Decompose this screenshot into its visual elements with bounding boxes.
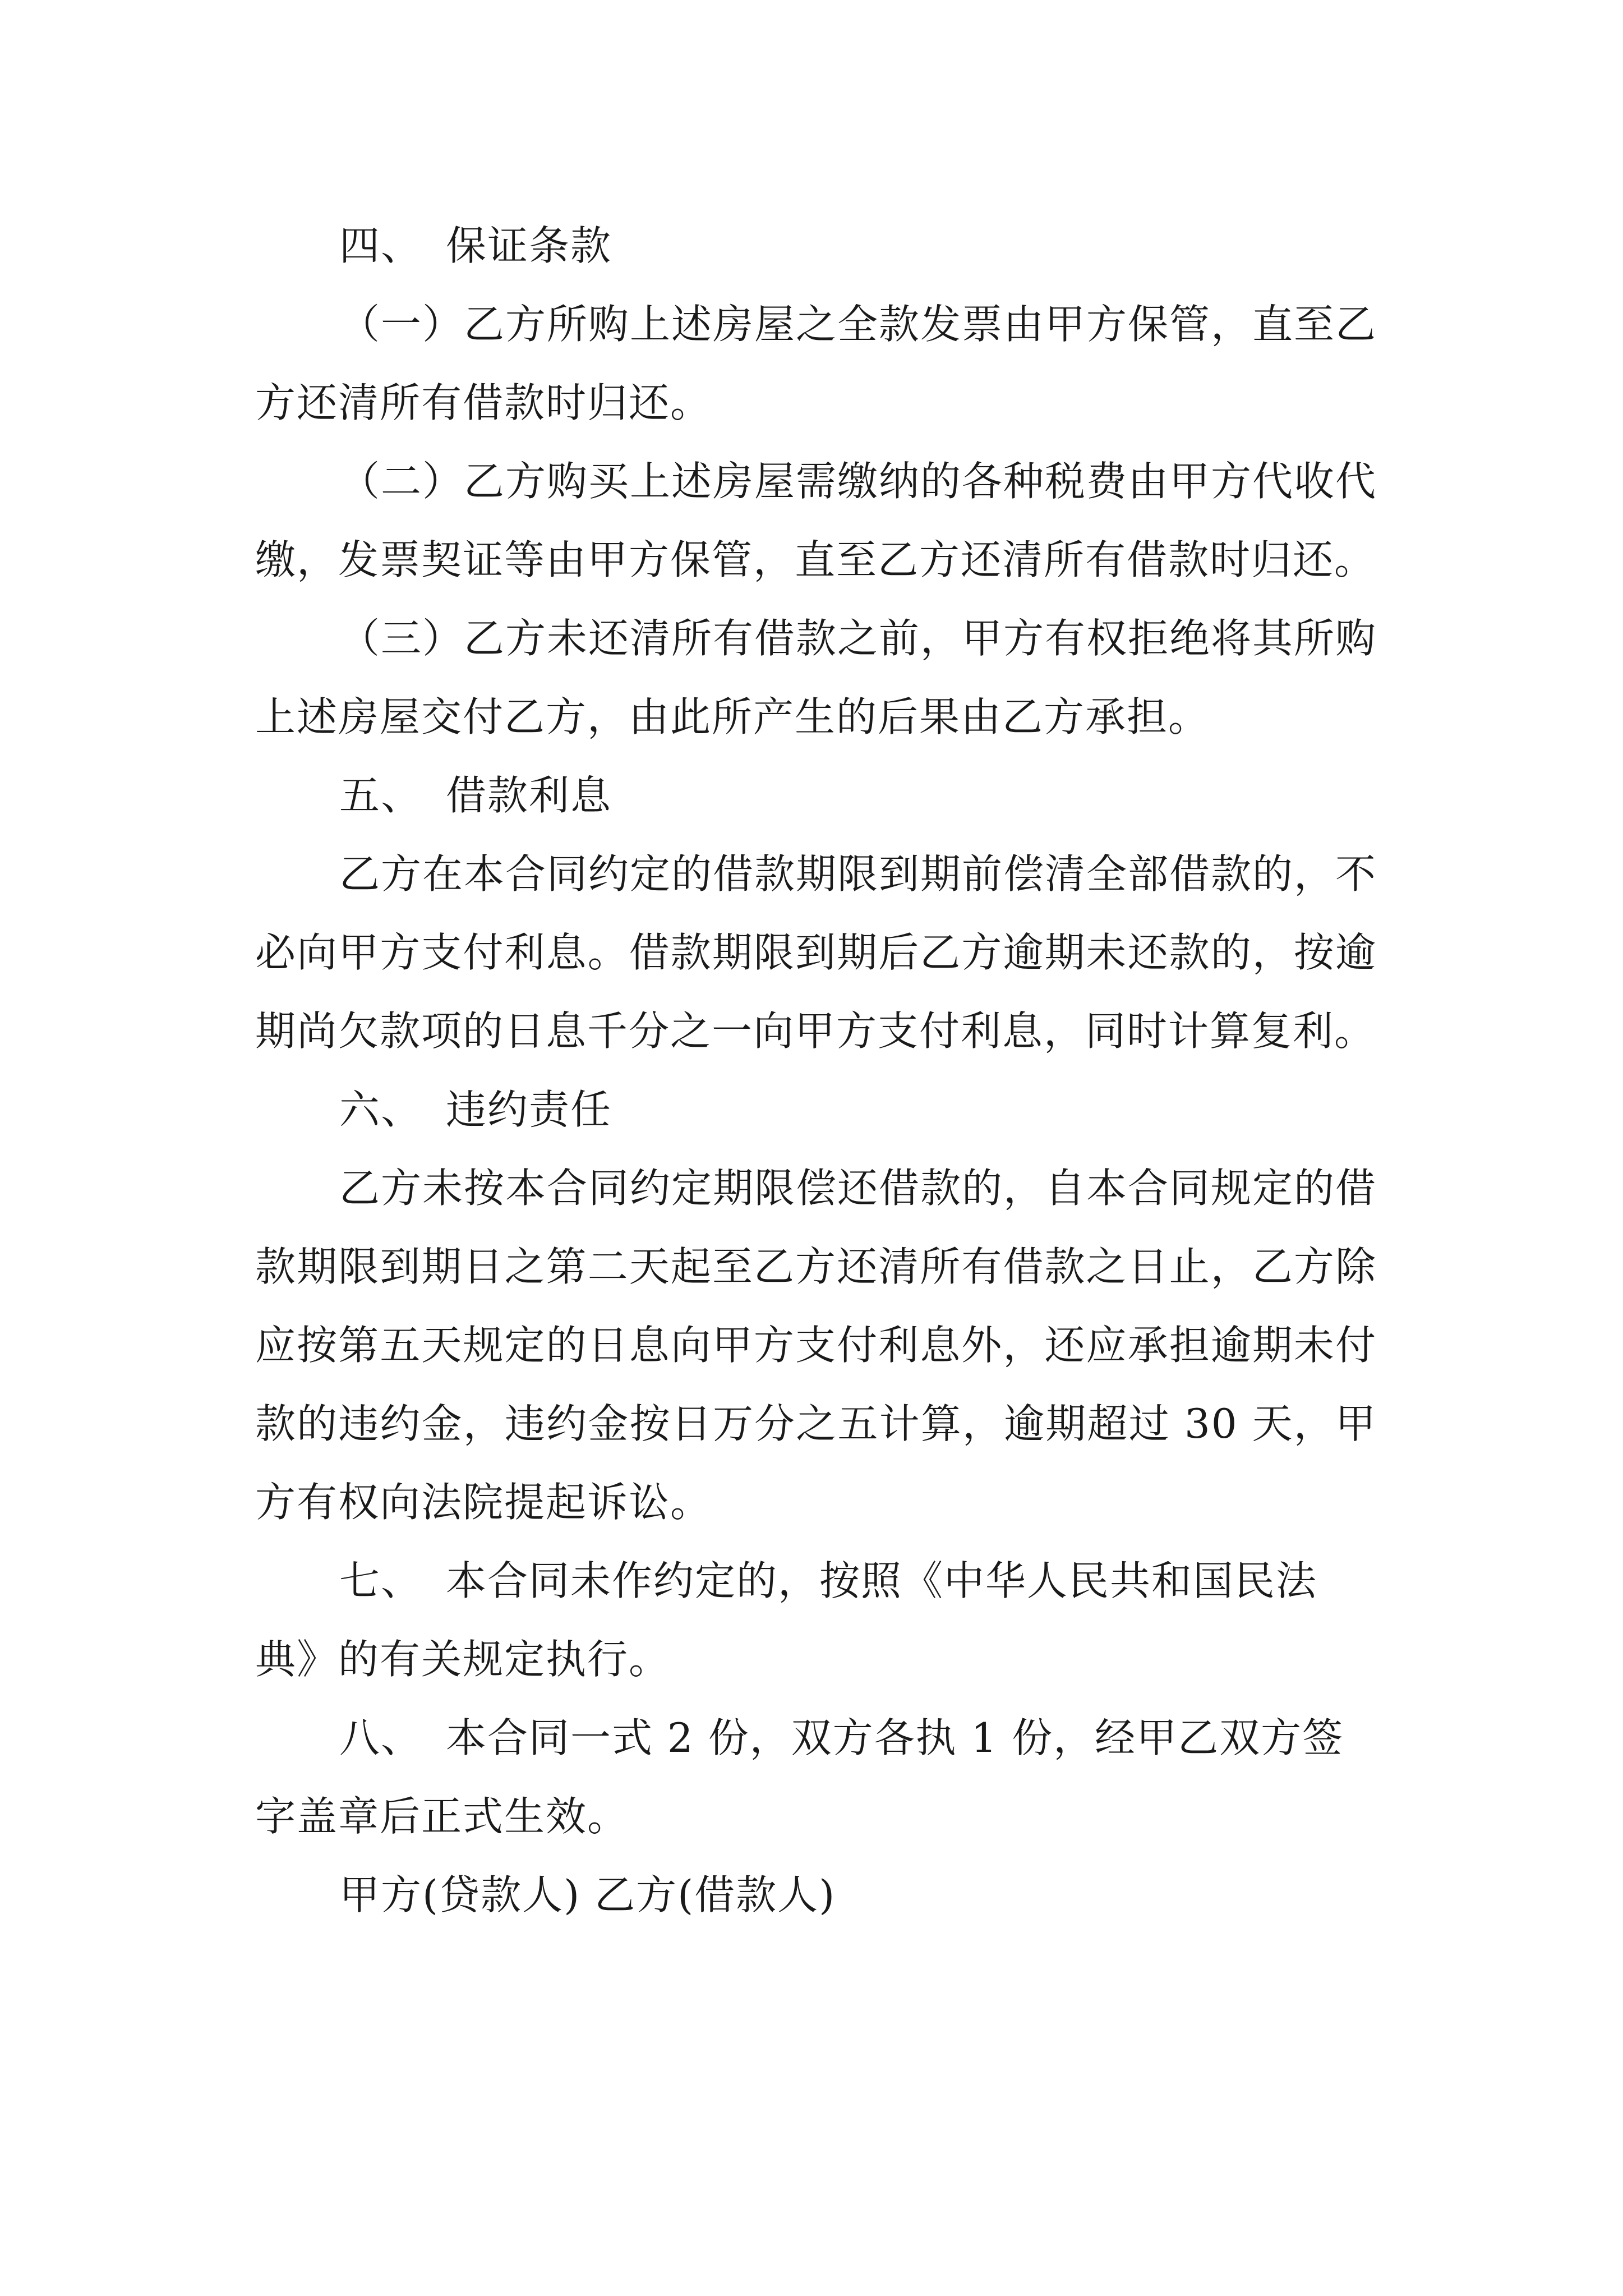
section-heading-interest <box>255 756 1377 835</box>
section-governing-law <box>255 1542 1377 1699</box>
interest-body: 乙方在本合同约定的借款期限到期前偿清全部借款的，不必向甲方支付利息。借款期限到期后乙方逾期未还款的，按逾期尚欠款项的日息千分之一向甲方支付利息，同时计算复利。 <box>255 850 1377 1055</box>
section-number: 六、 <box>339 1086 423 1133</box>
section-copies <box>255 1699 1377 1856</box>
section-number: 五、 <box>339 772 423 819</box>
signature-line: 甲方(贷款人) 乙方(借款人) <box>339 1871 836 1918</box>
section-number: 八、 <box>339 1714 423 1761</box>
section-heading-liability <box>255 1070 1377 1149</box>
document-body <box>255 206 1377 1934</box>
liability-body: 乙方未按本合同约定期限偿还借款的，自本合同规定的借款期限到期日之第二天起至乙方还清所有借款之日止，乙方除应按第五天规定的日息向甲方支付利息外，还应承担逾期未付款的违约金，违约金按日万分之五计算，逾期超过 30 天，甲方有权向法院提起诉讼。 <box>255 1165 1377 1526</box>
guarantee-clause-2: （二）乙方购买上述房屋需缴纳的各种税费由甲方代收代缴，发票契证等由甲方保管，直至乙方还清所有借款时归还。 <box>255 458 1377 583</box>
section-title: 借款利息 <box>446 772 612 819</box>
section-text: 本合同一式 2 份，双方各执 1 份，经甲乙双方签字盖章后正式生效。 <box>255 1714 1344 1840</box>
guarantee-clause-3: （三）乙方未还清所有借款之前，甲方有权拒绝将其所购上述房屋交付乙方，由此所产生的后果由乙方承担。 <box>255 615 1377 740</box>
section-text: 本合同未作约定的，按照《中华人民共和国民法典》的有关规定执行。 <box>255 1557 1318 1683</box>
section-title: 违约责任 <box>446 1086 612 1133</box>
section-number: 七、 <box>339 1557 423 1604</box>
section-heading-guarantee <box>255 206 1377 285</box>
guarantee-clause-1: （一）乙方所购上述房屋之全款发票由甲方保管，直至乙方还清所有借款时归还。 <box>255 301 1377 426</box>
section-title: 保证条款 <box>446 222 612 269</box>
section-number: 四、 <box>339 222 423 269</box>
